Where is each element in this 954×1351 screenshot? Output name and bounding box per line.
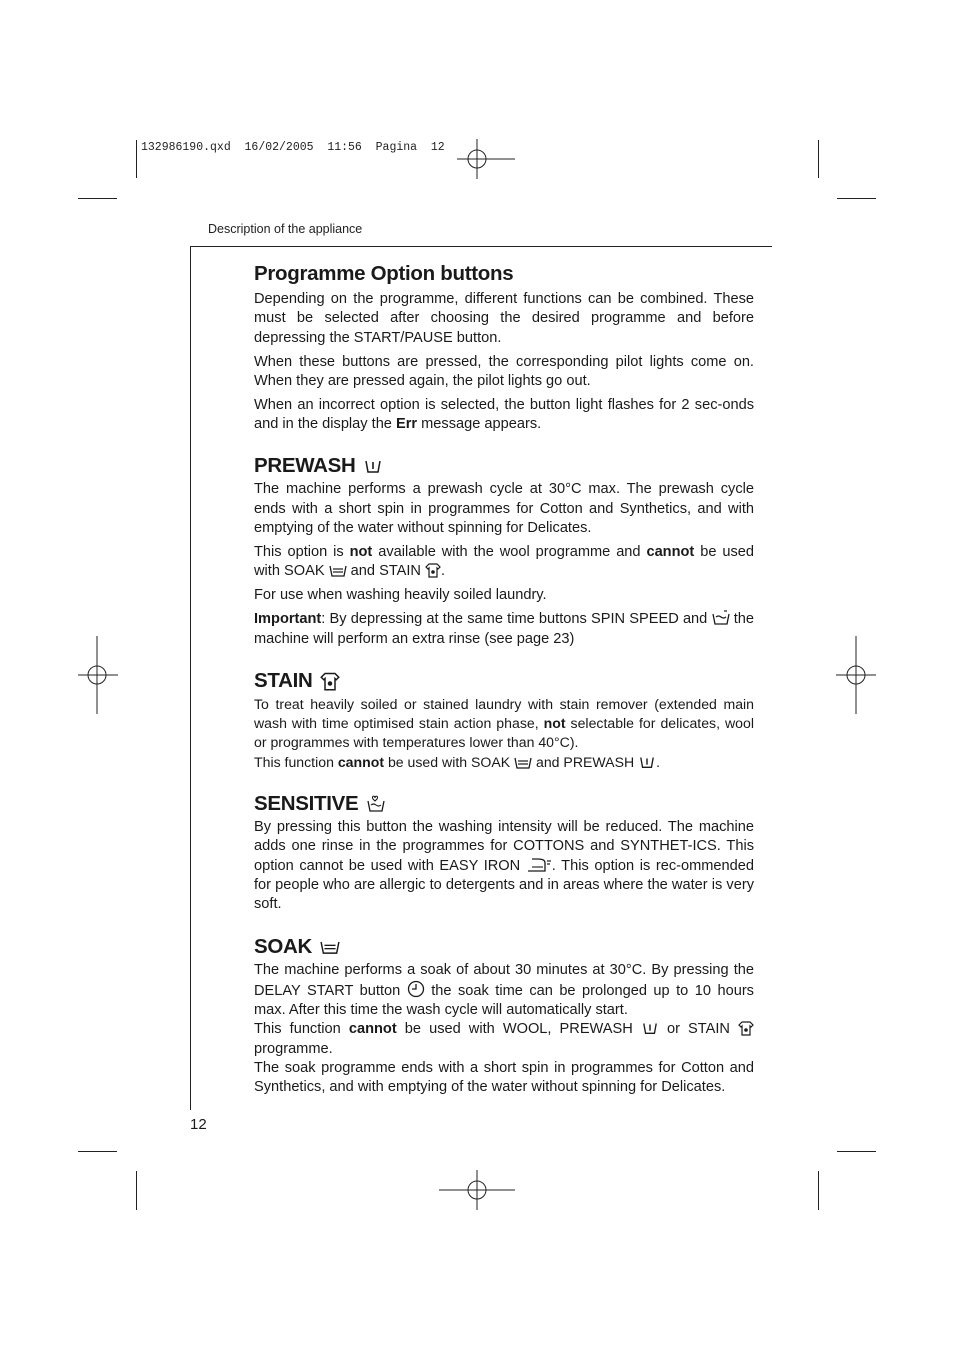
paragraph: By pressing this button the washing intensity will be reduced. The machine adds one rinse in the programmes for COTTONS and SYNTHET-ICS. This option cannot be used with EASY IRON . This option is rec-ommended for people who are allergic to detergents and in areas where the water is very soft. <box>254 819 754 913</box>
crop-mark <box>136 140 137 178</box>
print-slug: 132986190.qxd 16/02/2005 11:56 Pagina 12 <box>141 141 445 154</box>
easy-iron-icon <box>526 857 552 873</box>
paragraph: Depending on the programme, different functions can be combined. These must be selected after choosing the desired programme and before depressing the START/PAUSE button. <box>254 291 754 346</box>
page-number: 12 <box>190 1116 207 1133</box>
margin-rule <box>190 246 191 1110</box>
paragraph: For use when washing heavily soiled laundry. <box>254 587 547 604</box>
paragraph: When an incorrect option is selected, the button light flashes for 2 sec-onds and in the display the Err message appears. <box>254 396 754 433</box>
paragraph: This option is not available with the wool programme and cannot be used with SOAK and STAIN . <box>254 544 754 580</box>
crop-mark <box>78 198 117 199</box>
stain-icon <box>320 671 340 691</box>
running-head: Description of the appliance <box>208 222 363 236</box>
prewash-icon <box>638 754 656 770</box>
delay-start-icon <box>407 980 425 998</box>
err-message: Err <box>395 416 418 433</box>
header-rule <box>190 246 772 247</box>
crop-mark <box>136 1171 137 1210</box>
paragraph: This function cannot be used with SOAK and PREWASH . <box>254 753 660 770</box>
crop-mark <box>818 1171 819 1210</box>
section-title: STAIN <box>254 669 754 693</box>
section-stain <box>254 669 754 772</box>
section-title: SOAK <box>254 935 754 959</box>
registration-mark-icon <box>78 636 118 714</box>
section-title: SENSITIVE <box>254 792 754 816</box>
soak-icon <box>320 938 340 956</box>
page-content <box>254 262 754 1098</box>
section-soak <box>254 935 754 1098</box>
soak-icon <box>329 563 347 578</box>
prewash-icon <box>641 1020 659 1036</box>
paragraph: When these buttons are pressed, the corresponding pilot lights come on. When they are pressed again, the pilot lights go out. <box>254 353 754 389</box>
section-sensitive <box>254 792 754 914</box>
prewash-icon <box>364 457 382 475</box>
stain-icon <box>738 1020 754 1036</box>
crop-mark <box>78 1151 117 1152</box>
paragraph: To treat heavily soiled or stained laundry with stain remover (extended main wash with time optimised stain action phase, not selectable for delicates, wool or programmes with temperatures lower than 40°C). <box>254 695 754 751</box>
paragraph: Important: By depressing at the same time buttons SPIN SPEED and the machine will perform an extra rinse (see page 23) <box>254 611 754 647</box>
sensitive-icon <box>366 795 386 813</box>
registration-mark-icon <box>457 139 517 179</box>
paragraph: The machine performs a soak of about 30 minutes at 30°C. By pressing the DELAY START button the soak time can be prolonged up to 10 hours max. After this time the wash cycle will automatically start. <box>254 961 754 1019</box>
stain-icon <box>425 562 441 578</box>
registration-mark-icon <box>437 1170 517 1210</box>
crop-mark <box>837 198 876 199</box>
section-title: Programme Option buttons <box>254 262 514 285</box>
crop-mark <box>837 1151 876 1152</box>
section-prewash <box>254 454 754 648</box>
crop-mark <box>818 140 819 178</box>
paragraph: The machine performs a prewash cycle at 30°C max. The prewash cycle ends with a short spin in programmes for Cotton and Synthetics, and with emptying of the water without spinning for Delicates. <box>254 481 754 537</box>
registration-mark-icon <box>836 636 876 714</box>
extra-rinse-icon <box>712 610 730 626</box>
paragraph: The soak programme ends with a short spin in programmes for Cotton and Synthetics, and with emptying of the water without spinning for Delicates. <box>254 1060 754 1096</box>
section-options <box>254 262 754 434</box>
paragraph: This function cannot be used with WOOL, PREWASH or STAIN programme. <box>254 1020 754 1059</box>
section-title: PREWASH <box>254 454 754 478</box>
soak-icon <box>514 755 532 770</box>
